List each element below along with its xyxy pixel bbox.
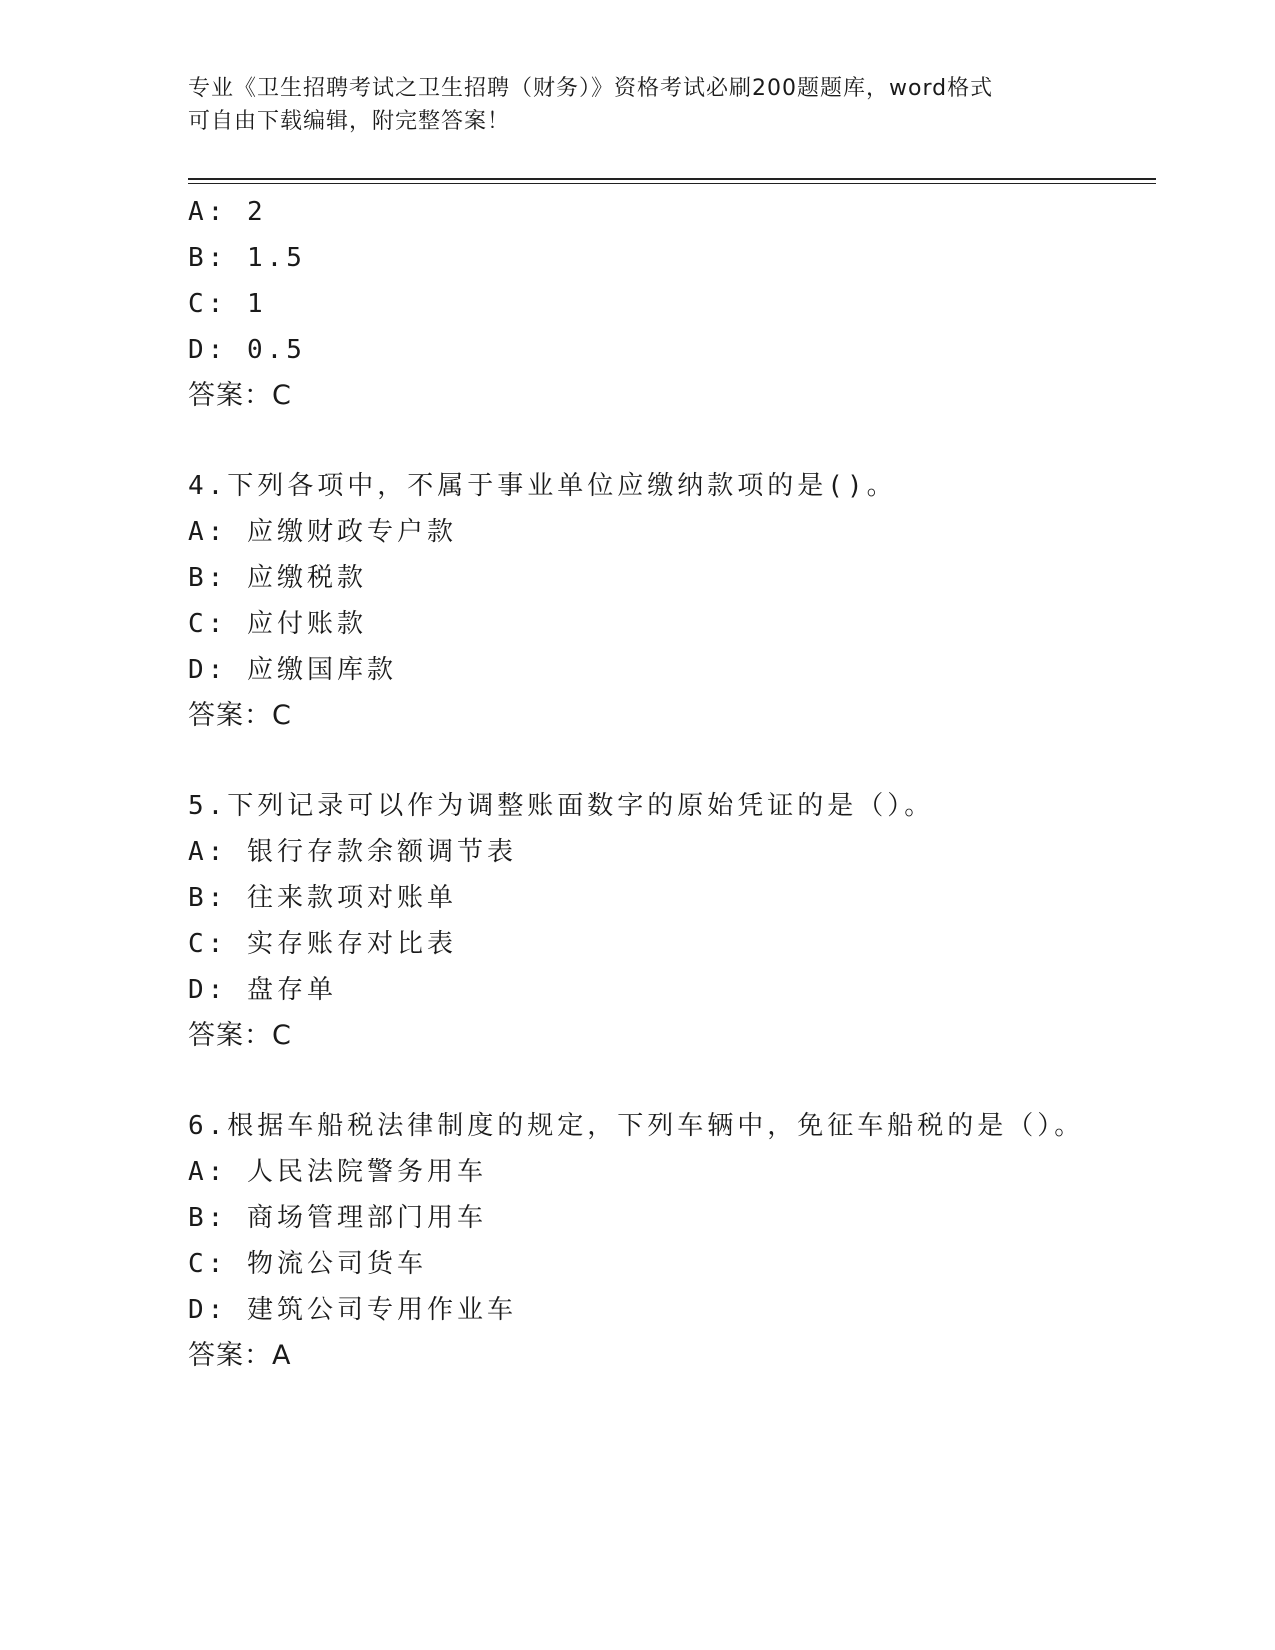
option-c: C: 应付账款 [188,609,367,639]
option-a: A: 2 [188,197,267,227]
option-b: B: 1.5 [188,243,306,273]
option-b: B: 商场管理部门用车 [188,1203,487,1233]
answer-line: 答案：C [188,380,292,411]
option-d: D: 盘存单 [188,975,337,1005]
header-divider-thick [188,178,1156,180]
question-block-4 [188,463,1156,739]
document-header [188,72,1088,138]
question-gap [188,419,1156,463]
option-b: B: 往来款项对账单 [188,883,457,913]
question-text: 5.下列记录可以作为调整账面数字的原始凭证的是（）。 [188,791,935,821]
option-d: D: 0.5 [188,335,306,365]
question-block-6 [188,1103,1156,1379]
header-title-line-1: 专业《卫生招聘考试之卫生招聘（财务）》资格考试必刷200题题库，word格式 [188,76,994,101]
question-block-3 [188,189,1156,419]
answer-line: 答案：C [188,1020,292,1051]
header-divider-thin [188,183,1156,184]
question-block-5 [188,783,1156,1059]
question-text: 6.根据车船税法律制度的规定，下列车辆中，免征车船税的是（）。 [188,1111,1085,1141]
option-a: A: 银行存款余额调节表 [188,837,517,867]
option-a: A: 应缴财政专户款 [188,517,457,547]
answer-line: 答案：C [188,700,292,731]
header-title-line-2: 可自由下载编辑，附完整答案！ [188,109,511,134]
answer-line: 答案：A [188,1340,292,1371]
question-gap [188,739,1156,783]
option-c: C: 实存账存对比表 [188,929,457,959]
question-text: 4.下列各项中，不属于事业单位应缴纳款项的是()。 [188,471,897,501]
question-gap [188,1059,1156,1103]
option-d: D: 应缴国库款 [188,655,397,685]
option-c: C: 物流公司货车 [188,1249,427,1279]
option-b: B: 应缴税款 [188,563,367,593]
option-a: A: 人民法院警务用车 [188,1157,487,1187]
option-c: C: 1 [188,289,267,319]
question-list [188,189,1156,1379]
option-d: D: 建筑公司专用作业车 [188,1295,517,1325]
